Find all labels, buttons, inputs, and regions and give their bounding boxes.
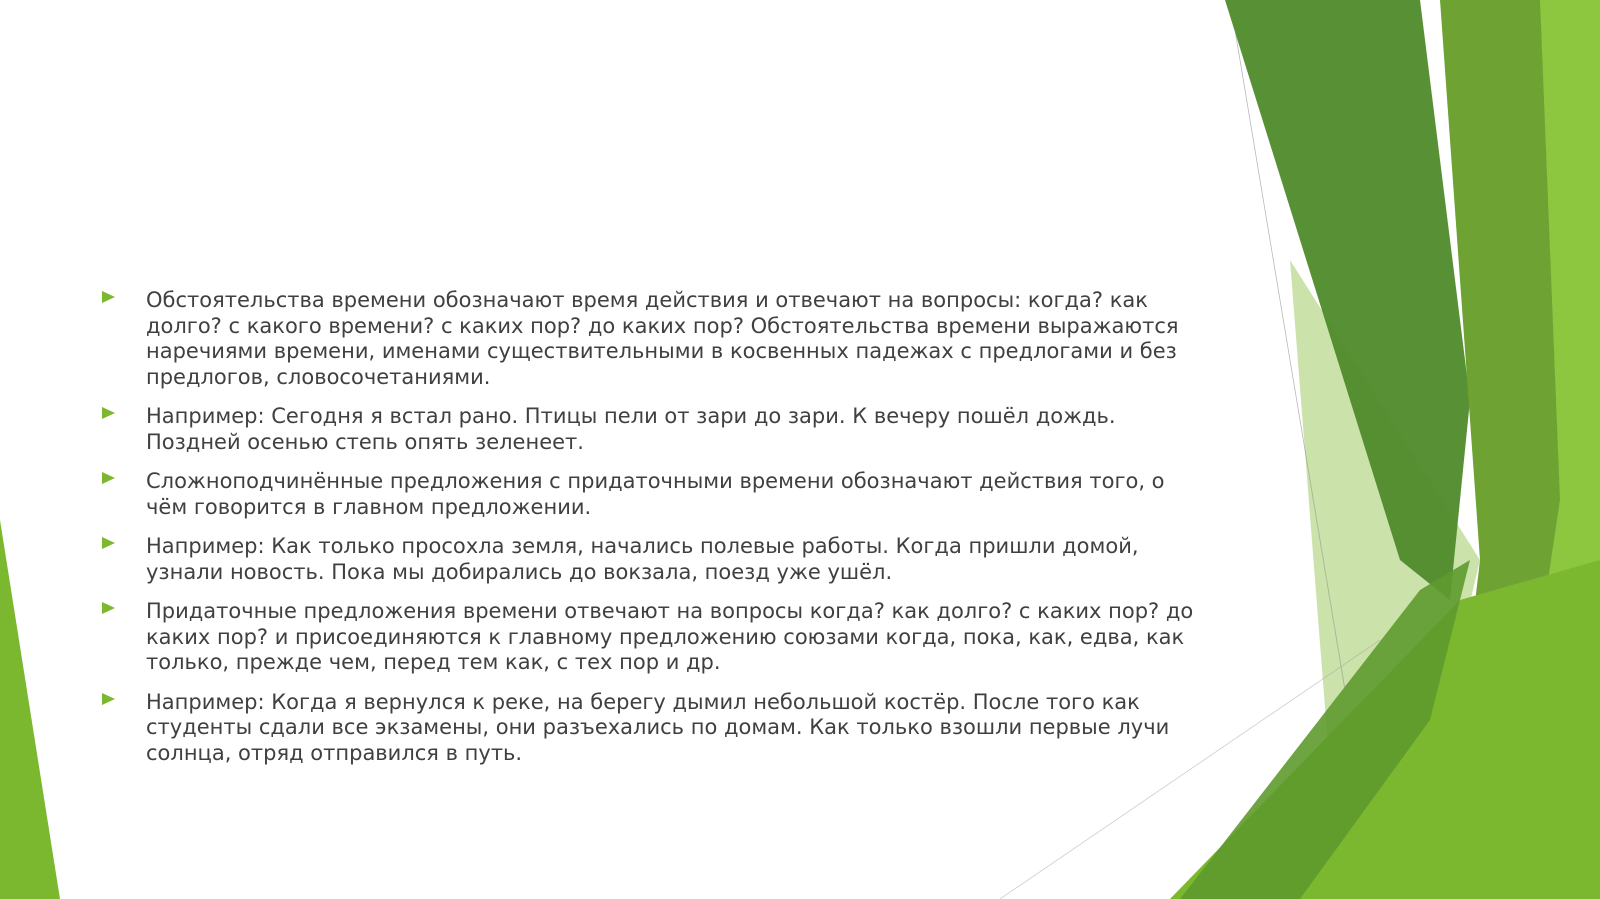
bullet-item [100, 404, 1210, 455]
bullet-text: Придаточные предложения времени отвечают на вопросы когда? как долго? с каких пор? до каких пор? и присоединяются к главному предложению союзами когда, пока, как, едва, как только, прежде чем, перед тем как, с тех пор и др. [146, 599, 1194, 674]
bullet-text: Сложноподчинённые предложения с придаточными времени обозначают действия того, о чём говорится в главном предложении. [146, 469, 1165, 519]
bullet-text: Например: Когда я вернулся к реке, на берегу дымил небольшой костёр. После того как студенты сдали все экзамены, они разъехались по домам. Как только взошли первые лучи солнца, отряд отправился в путь. [146, 689, 1170, 765]
slide-content [100, 288, 1210, 780]
bullet-item [100, 599, 1210, 676]
bullet-text: Например: Как только просохла земля, начались полевые работы. Когда пришли домой, узнали новость. Пока мы добирались до вокзала, поезд уже ушёл. [146, 534, 1139, 584]
triangle-right-icon [102, 407, 115, 419]
bullet-item [100, 690, 1210, 767]
triangle-right-icon [102, 472, 115, 484]
triangle-right-icon [102, 693, 115, 705]
bullet-list [100, 288, 1210, 766]
bullet-text: Например: Сегодня я встал рано. Птицы пели от зари до зари. К вечеру пошёл дождь. Поздней осенью степь опять зеленеет. [146, 404, 1116, 454]
bullet-item [100, 469, 1210, 520]
triangle-right-icon [102, 291, 115, 303]
triangle-right-icon [102, 537, 115, 549]
triangle-right-icon [102, 602, 115, 614]
bullet-item [100, 288, 1210, 390]
bullet-item [100, 534, 1210, 585]
left-green-shape [0, 520, 60, 899]
bullet-text: Обстоятельства времени обозначают время действия и отвечают на вопросы: когда? как долго? с какого времени? с каких пор? до каких пор? Обстоятельства времени выражаются наречиями времени, именами существительными в косвенных падежах с предлогами и без предлогов, словосочетаниями. [146, 288, 1179, 389]
